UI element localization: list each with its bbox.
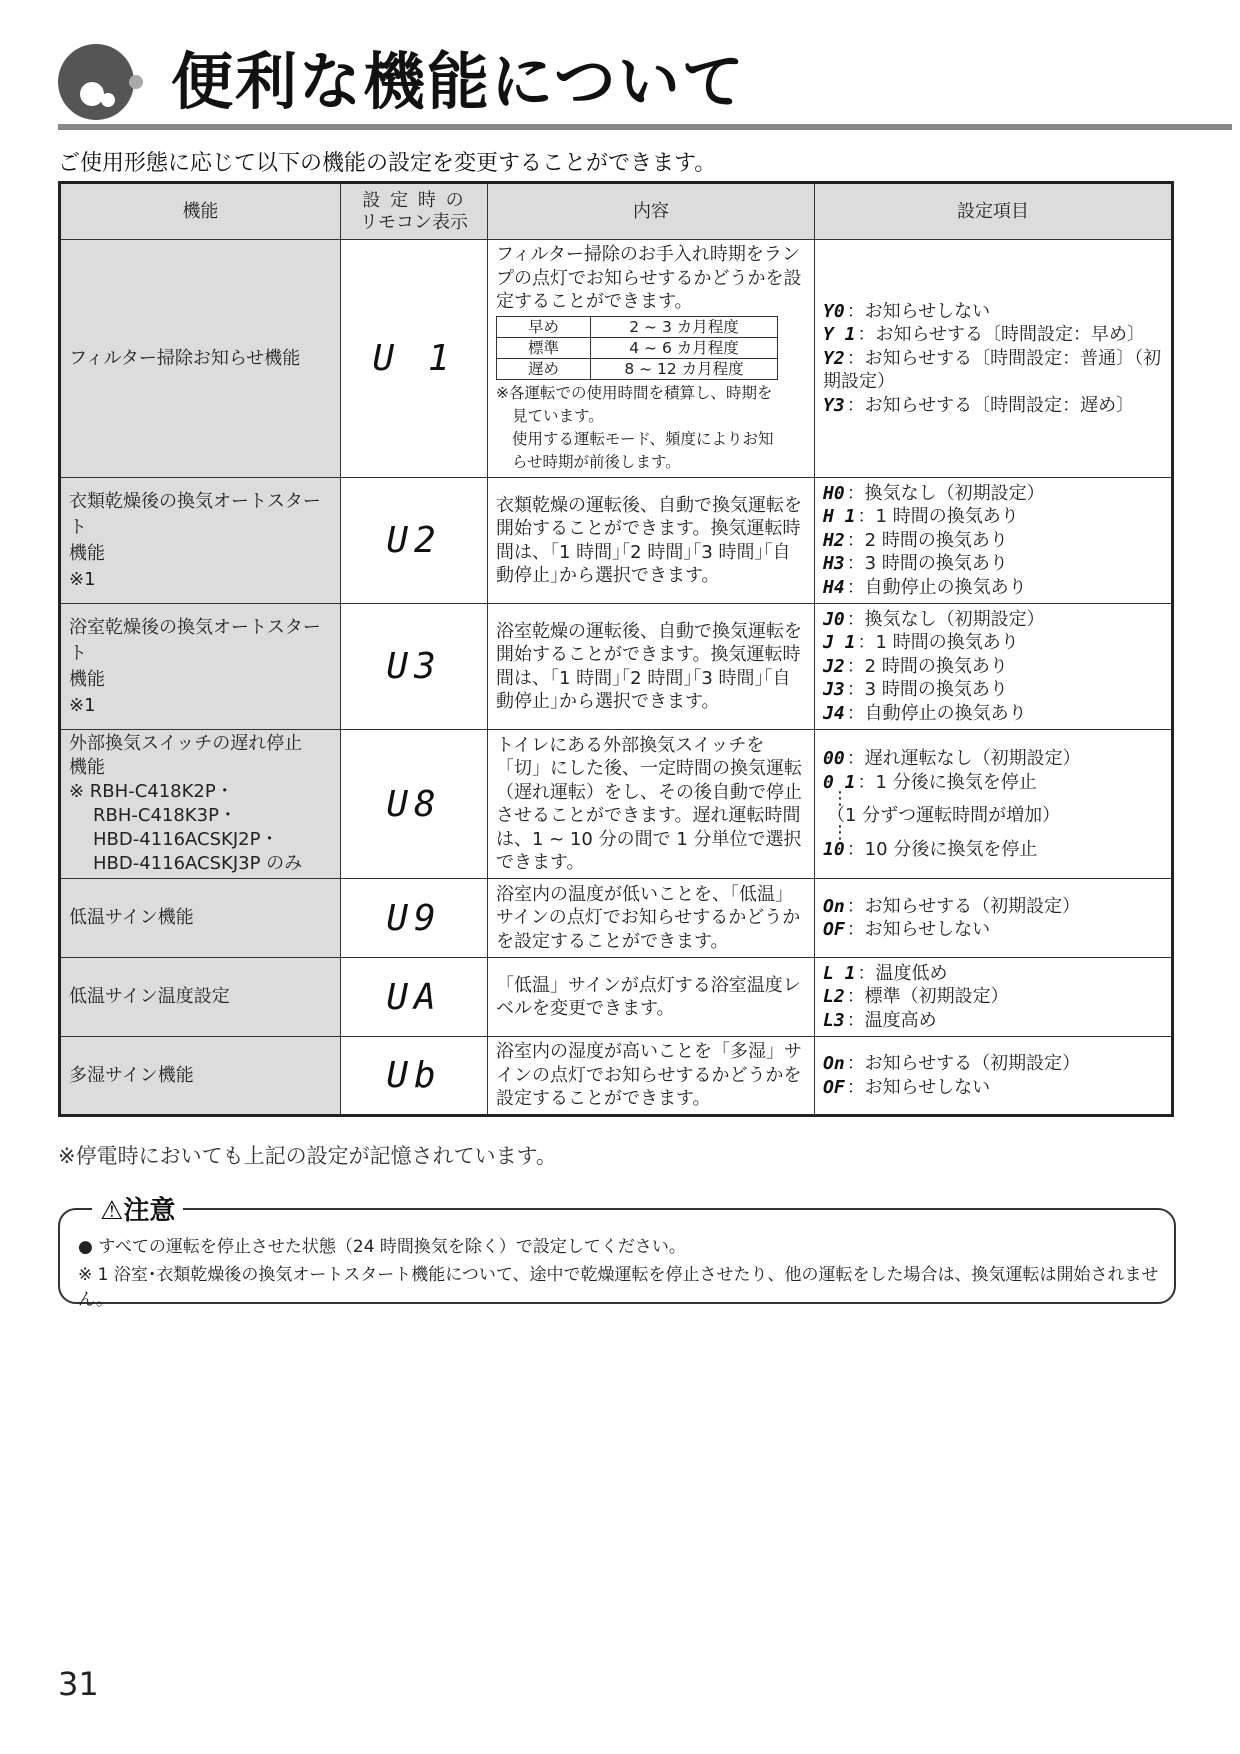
function-line: 機能 xyxy=(69,668,105,690)
content-cell xyxy=(488,478,815,604)
function-cell: 低温サイン温度設定 xyxy=(60,958,341,1037)
page-number: 31 xyxy=(58,1665,99,1703)
option-text: ：お知らせする（初期設定） xyxy=(846,895,1081,917)
option-item xyxy=(823,838,1163,862)
remote-code: U8 xyxy=(386,783,442,825)
option-item xyxy=(823,482,1163,506)
option-code: J2 xyxy=(823,655,845,677)
caution-line: ● すべての運転を停止させた状態（24 時間換気を除く）で設定してください。 xyxy=(78,1237,686,1257)
timing-row xyxy=(497,358,778,379)
option-text: ：お知らせする（初期設定） xyxy=(846,1053,1081,1074)
option-code: Y0 xyxy=(823,300,845,322)
settings-cell xyxy=(815,1037,1173,1116)
remote-code: U9 xyxy=(386,897,442,939)
option-item xyxy=(823,631,1163,655)
table-row xyxy=(60,1037,1173,1116)
description: トイレにある外部換気スイッチを「切」にした後、一定時間の換気運転（遅れ運転）をし、その後自動で停止させることができます。遅れ運転時間は、1 ~ 10 分の間で 1 分単位で選択できます。 xyxy=(496,734,802,873)
option-item xyxy=(823,1052,1163,1076)
description: フィルター掃除のお手入れ時期をランプの点灯でお知らせするかどうかを設定することができます。 xyxy=(496,244,802,313)
option-code: H 1 xyxy=(823,506,856,528)
description: 衣類乾燥の運転後、自動で換気運転を開始することができます。換気運転時間は、｢1 時間｣｢2 時間｣｢3 時間｣｢自動停止｣から選択できます。 xyxy=(496,494,802,586)
content-cell xyxy=(488,730,815,879)
description: 浴室内の湿度が高いことを「多湿」サインの点灯でお知らせするかどうかを設定することができます。 xyxy=(496,1041,802,1110)
intro-text: ご使用形態に応じて以下の機能の設定を変更することができます。 xyxy=(58,151,717,176)
caution-box xyxy=(58,1196,1176,1310)
option-text: ：お知らせしない xyxy=(846,919,991,940)
option-text: ：2 時間の換気あり xyxy=(846,655,1008,677)
option-code: On xyxy=(823,1053,845,1074)
timing-level: 標準 xyxy=(497,337,591,358)
caution-title-text: 注意 xyxy=(123,1196,176,1226)
option-item xyxy=(823,1076,1163,1100)
option-item xyxy=(823,655,1163,679)
option-text: ：温度高め xyxy=(846,1009,937,1031)
option-text: ：お知らせする〔時間設定：普通〕（初期設定） xyxy=(823,347,1162,393)
table-row xyxy=(60,730,1173,879)
option-text: ：お知らせする〔時間設定：遅め〕 xyxy=(846,394,1135,416)
option-code: Y3 xyxy=(823,394,845,416)
option-item xyxy=(823,347,1163,394)
function-line: 外部換気スイッチの遅れ停止 xyxy=(69,733,303,754)
note-line: 見ています。 xyxy=(512,406,604,425)
description: 浴室内の温度が低いことを、「低温」サインの点灯でお知らせするかどうかを設定することができます。 xyxy=(496,883,801,952)
function-line: HBD-4116ACSKJ2P・ xyxy=(93,829,279,850)
option-text: ：3 時間の換気あり xyxy=(846,553,1008,575)
option-item xyxy=(823,918,1163,942)
option-item xyxy=(823,702,1163,726)
option-item xyxy=(823,323,1163,347)
timing-level: 早め xyxy=(497,316,591,337)
option-item xyxy=(823,576,1163,600)
timing-row xyxy=(497,337,778,358)
col-header-function: 機能 xyxy=(60,183,341,240)
col-header-content: 内容 xyxy=(488,183,815,240)
function-line: ※1 xyxy=(69,568,96,590)
remote-code-cell xyxy=(341,478,488,604)
function-cell: フィルター掃除お知らせ機能 xyxy=(60,240,341,478)
settings-cell xyxy=(815,240,1173,478)
option-text: ：自動停止の換気あり xyxy=(846,576,1027,598)
remote-code: U 1 xyxy=(372,338,456,379)
timing-period: 2 ~ 3 カ月程度 xyxy=(591,316,778,337)
option-code: L 1 xyxy=(823,962,856,984)
function-line: 機能 xyxy=(69,757,105,778)
page-title: 便利な機能について xyxy=(171,45,746,118)
option-code: H2 xyxy=(823,529,845,551)
remote-code-cell xyxy=(341,730,488,879)
function-line: 衣類乾燥後の換気オートスタート xyxy=(69,490,321,538)
settings-cell xyxy=(815,478,1173,604)
description: 浴室乾燥の運転後、自動で換気運転を開始することができます。換気運転時間は、｢1 時間｣｢2 時間｣｢3 時間｣｢自動停止｣から選択できます。 xyxy=(496,620,802,712)
option-code: 00 xyxy=(823,748,845,769)
option-code: J0 xyxy=(823,608,845,630)
note-line: 使用する運転モード、頻度によりお知 xyxy=(512,429,774,448)
remote-code-cell xyxy=(341,1037,488,1116)
col-header-remote xyxy=(341,183,488,240)
option-text: ：温度低め xyxy=(857,962,948,984)
function-cell xyxy=(60,730,341,879)
option-item xyxy=(823,394,1163,418)
option-item xyxy=(823,552,1163,576)
option-code: Y 1 xyxy=(823,324,856,346)
settings-table xyxy=(58,181,1174,1117)
function-cell xyxy=(60,478,341,604)
remote-code: UA xyxy=(386,976,442,1018)
increment-note: （1 分ずつ運転時間が増加） xyxy=(827,805,1061,826)
option-item xyxy=(823,300,1163,324)
table-row xyxy=(60,478,1173,604)
content-cell xyxy=(488,958,815,1037)
content-cell xyxy=(488,879,815,958)
option-code: H4 xyxy=(823,576,845,598)
caution-line: ※ 1 浴室･衣類乾燥後の換気オートスタート機能について、途中で乾燥運転を停止させたり、他の運転をした場合は、換気運転は開始されません。 xyxy=(78,1265,1159,1310)
timing-level: 遅め xyxy=(497,358,591,379)
option-text: ：1 時間の換気あり xyxy=(857,632,1019,654)
option-code: J 1 xyxy=(823,632,856,654)
option-code: 10 xyxy=(823,838,845,860)
description: 「低温」サインが点灯する浴室温度レベルを変更できます。 xyxy=(496,974,801,1019)
settings-cell xyxy=(815,879,1173,958)
power-outage-note: ※停電時においても上記の設定が記憶されています。 xyxy=(58,1144,557,1168)
option-text: ：2 時間の換気あり xyxy=(846,529,1008,551)
option-code: J4 xyxy=(823,702,845,724)
option-code: L2 xyxy=(823,986,845,1008)
note-line: らせ時期が前後します。 xyxy=(512,452,681,471)
option-item xyxy=(823,985,1163,1009)
option-text: ：1 時間の換気あり xyxy=(857,506,1019,528)
content-cell xyxy=(488,1037,815,1116)
option-text: ：お知らせしない xyxy=(846,300,991,322)
option-item xyxy=(823,747,1163,771)
option-item xyxy=(823,678,1163,702)
content-cell xyxy=(488,240,815,478)
title-rule xyxy=(58,124,1232,130)
option-item xyxy=(823,1009,1163,1033)
option-code: 0 1 xyxy=(823,771,856,793)
table-row xyxy=(60,604,1173,730)
function-line: 浴室乾燥後の換気オートスタート xyxy=(69,616,321,664)
settings-cell xyxy=(815,958,1173,1037)
function-cell: 多湿サイン機能 xyxy=(60,1037,341,1116)
settings-cell xyxy=(815,730,1173,879)
option-code: H3 xyxy=(823,553,845,575)
warning-triangle-icon: ⚠ xyxy=(100,1196,124,1226)
function-line: 機能 xyxy=(69,542,105,564)
option-text: ：自動停止の換気あり xyxy=(846,702,1027,724)
settings-cell xyxy=(815,604,1173,730)
option-item xyxy=(823,608,1163,632)
option-text: ：10 分後に換気を停止 xyxy=(846,838,1038,860)
function-line: ※1 xyxy=(69,694,96,716)
option-text: ：お知らせする〔時間設定：早め〕 xyxy=(857,324,1145,346)
option-item xyxy=(823,505,1163,529)
page-header xyxy=(58,40,1232,130)
col-header-settings: 設定項目 xyxy=(815,183,1173,240)
remote-code: U2 xyxy=(386,520,442,561)
remote-code: Ub xyxy=(386,1055,442,1096)
table-row xyxy=(60,240,1173,478)
col-header-remote-l2: リモコン表示 xyxy=(360,211,468,233)
remote-code: U3 xyxy=(386,646,442,687)
option-code: L3 xyxy=(823,1009,845,1031)
remote-code-cell xyxy=(341,240,488,478)
option-text: ：換気なし（初期設定） xyxy=(846,482,1045,504)
function-line: ※ RBH-C418K2P・ xyxy=(69,781,234,802)
timing-row xyxy=(497,316,778,337)
option-code: J3 xyxy=(823,679,845,701)
option-item xyxy=(823,895,1163,919)
option-text: ：遅れ運転なし（初期設定） xyxy=(846,748,1081,769)
remote-code-cell xyxy=(341,604,488,730)
table-header-row xyxy=(60,183,1173,240)
timing-period: 4 ~ 6 カ月程度 xyxy=(591,337,778,358)
option-code: OF xyxy=(823,1076,845,1098)
option-code: On xyxy=(823,895,845,917)
option-item xyxy=(823,529,1163,553)
option-item xyxy=(823,771,1163,795)
function-line: RBH-C418K3P・ xyxy=(93,805,237,826)
option-text: ：1 分後に換気を停止 xyxy=(857,771,1037,793)
function-line: HBD-4116ACSKJ3P のみ xyxy=(93,853,303,874)
option-text: ：3 時間の換気あり xyxy=(846,679,1008,701)
ellipsis-dots: ⋮ xyxy=(831,788,849,809)
remote-code-cell xyxy=(341,958,488,1037)
function-cell xyxy=(60,604,341,730)
option-code: H0 xyxy=(823,482,845,504)
section-bullet-icon xyxy=(58,42,148,122)
table-row xyxy=(60,958,1173,1037)
content-cell xyxy=(488,604,815,730)
option-text: ：換気なし（初期設定） xyxy=(846,608,1045,630)
option-code: Y2 xyxy=(823,347,845,369)
option-item xyxy=(823,962,1163,986)
timing-table xyxy=(496,316,778,380)
caution-heading xyxy=(92,1190,183,1227)
option-text: ：お知らせしない xyxy=(846,1076,991,1098)
timing-period: 8 ~ 12 カ月程度 xyxy=(591,358,778,379)
option-code: OF xyxy=(823,919,845,940)
note-line: ※各運転での使用時間を積算し、時期を xyxy=(496,383,773,402)
option-text: ：標準（初期設定） xyxy=(846,986,1009,1008)
remote-code-cell xyxy=(341,879,488,958)
ellipsis-dots: ⋮ xyxy=(831,821,849,843)
col-header-remote-l1: 設 定 時 の xyxy=(362,189,466,211)
function-cell: 低温サイン機能 xyxy=(60,879,341,958)
table-row xyxy=(60,879,1173,958)
